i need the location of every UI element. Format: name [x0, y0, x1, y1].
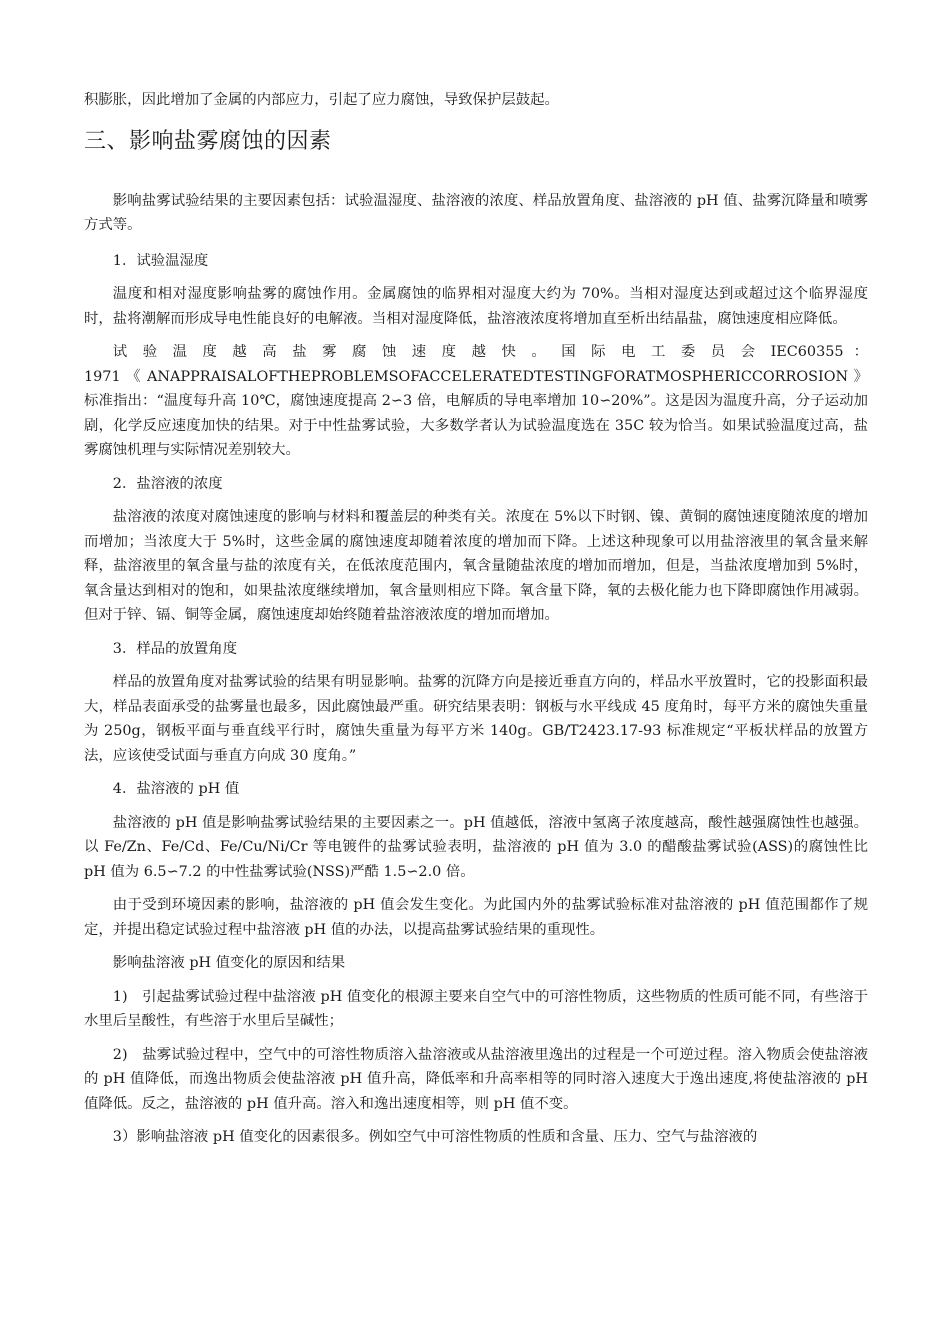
paragraph-placement-angle: 样品的放置角度对盐雾试验的结果有明显影响。盐雾的沉降方向是接近垂直方向的，样品水平放置时，它的投影面积最大，样品表面承受的盐雾量也最多，因此腐蚀最严重。研究结果表明：钢板与水平线成 45 度角时，每平方米的腐蚀失重量为 250g，钢板平面与垂直线平行时，腐蚀失重量为每平方米 140g。GB/T2423.17-93 标准规定“平板状样品的放置方法，应该使受试面与垂直方向成 30 度角。” [84, 674, 868, 764]
subheading-ph-value: 4．盐溶液的 pH 值 [112, 781, 240, 797]
continuation-paragraph: 积膨胀，因此增加了金属的内部应力，引起了应力腐蚀，导致保护层鼓起。 [84, 92, 559, 108]
paragraph-concentration: 盐溶液的浓度对腐蚀速度的影响与材料和覆盖层的种类有关。浓度在 5%以下时钢、镍、黄铜的腐蚀速度随浓度的增加而增加；当浓度大于 5%时，这些金属的腐蚀速度却随着浓度的增加而下降。上述这种现象可以用盐溶液里的氧含量来解释，盐溶液里的氧含量与盐的浓度有关，在低浓度范围内，氧含量随盐浓度的增加而增加，但是，当盐浓度增加到 5%时，氧含量达到相对的饱和，如果盐浓度继续增加，氧含量则相应下降。氧含量下降，氧的去极化能力也下降即腐蚀作用减弱。但对于锌、镉、铜等金属，腐蚀速度却始终随着盐溶液浓度的增加而增加。 [84, 509, 868, 623]
paragraph-humidity: 温度和相对湿度影响盐雾的腐蚀作用。金属腐蚀的临界相对湿度大约为 70%。当相对湿度达到或超过这个临界湿度时，盐将潮解而形成导电性能良好的电解液。当相对湿度降低，盐溶液浓度将增加直至析出结晶盐，腐蚀速度相应降低。 [84, 286, 868, 327]
document-page [84, 88, 868, 1159]
subheading-placement-angle: 3．样品的放置角度 [112, 640, 238, 657]
paragraph-ph-standards: 由于受到环境因素的影响，盐溶液的 pH 值会发生变化。为此国内外的盐雾试验标准对盐溶液的 pH 值范围都作了规定，并提出稳定试验过程中盐溶液 pH 值的办法，以提高盐雾试验结果的重现性。 [84, 897, 868, 938]
subheading-temperature-humidity: 1．试验温湿度 [112, 252, 209, 269]
paragraph-temperature-line1: 试 验 温 度 越 高 盐 雾 腐 蚀 速 度 越 快 。 国 际 电 工 委 员 会 IEC60355 ： [112, 344, 868, 360]
subheading-concentration: 2．盐溶液的浓度 [112, 475, 223, 492]
list-item-1: 1) 引起盐雾试验过程中盐溶液 pH 值变化的根源主要来自空气中的可溶性物质，这些物质的性质可能不同，有些溶于水里后呈酸性，有些溶于水里后呈碱性； [84, 988, 868, 1029]
paragraph-temperature: 1971 《 ANAPPRAISALOFTHEPROBLEMSOFACCELERATEDTESTINGFORATMOSPHERICCORROSION 》 标准指出：“温度每升高 10℃，腐蚀速度提高 2∽3 倍，电解质的导电率增加 10∽20%”。这是因为温度升高，分子运动加剧，化学反应速度加快的结果。对于中性盐雾试验，大多数学者认为试验温度选在 35C 较为恰当。如果试验温度过高，盐雾腐蚀机理与实际情况差别较大。 [84, 368, 868, 458]
list-item-2: 2) 盐雾试验过程中，空气中的可溶性物质溶入盐溶液或从盐溶液里逸出的过程是一个可逆过程。溶入物质会使盐溶液的 pH 值降低，而逸出物质会使盐溶液 pH 值升高，降低率和升高率相等的同时溶入速度大于逸出速度,将使盐溶液的 pH 值降低。反之，盐溶液的 pH 值升高。溶入和逸出速度相等，则 pH 值不变。 [84, 1046, 868, 1112]
section-title: 三、影响盐雾腐蚀的因素 [84, 128, 332, 154]
paragraph-ph-value: 盐溶液的 pH 值是影响盐雾试验结果的主要因素之一。pH 值越低，溶液中氢离子浓度越高，酸性越强腐蚀性也越强。以 Fe/Zn、Fe/Cd、Fe/Cu/Ni/Cr 等电镀件的盐雾试验表明，盐溶液的 pH 值为 3.0 的醋酸盐雾试验(ASS)的腐蚀性比 pH 值为 6.5∽7.2 的中性盐雾试验(NSS)严酷 1.5∽2.0 倍。 [84, 814, 868, 880]
intro-paragraph: 影响盐雾试验结果的主要因素包括：试验温湿度、盐溶液的浓度、样品放置角度、盐溶液的 pH 值、盐雾沉降量和喷雾方式等。 [84, 192, 868, 233]
paragraph-ph-causes-heading: 影响盐溶液 pH 值变化的原因和结果 [112, 955, 346, 971]
list-item-3: 3）影响盐溶液 pH 值变化的因素很多。例如空气中可溶性物质的性质和含量、压力、空气与盐溶液的 [112, 1129, 758, 1145]
